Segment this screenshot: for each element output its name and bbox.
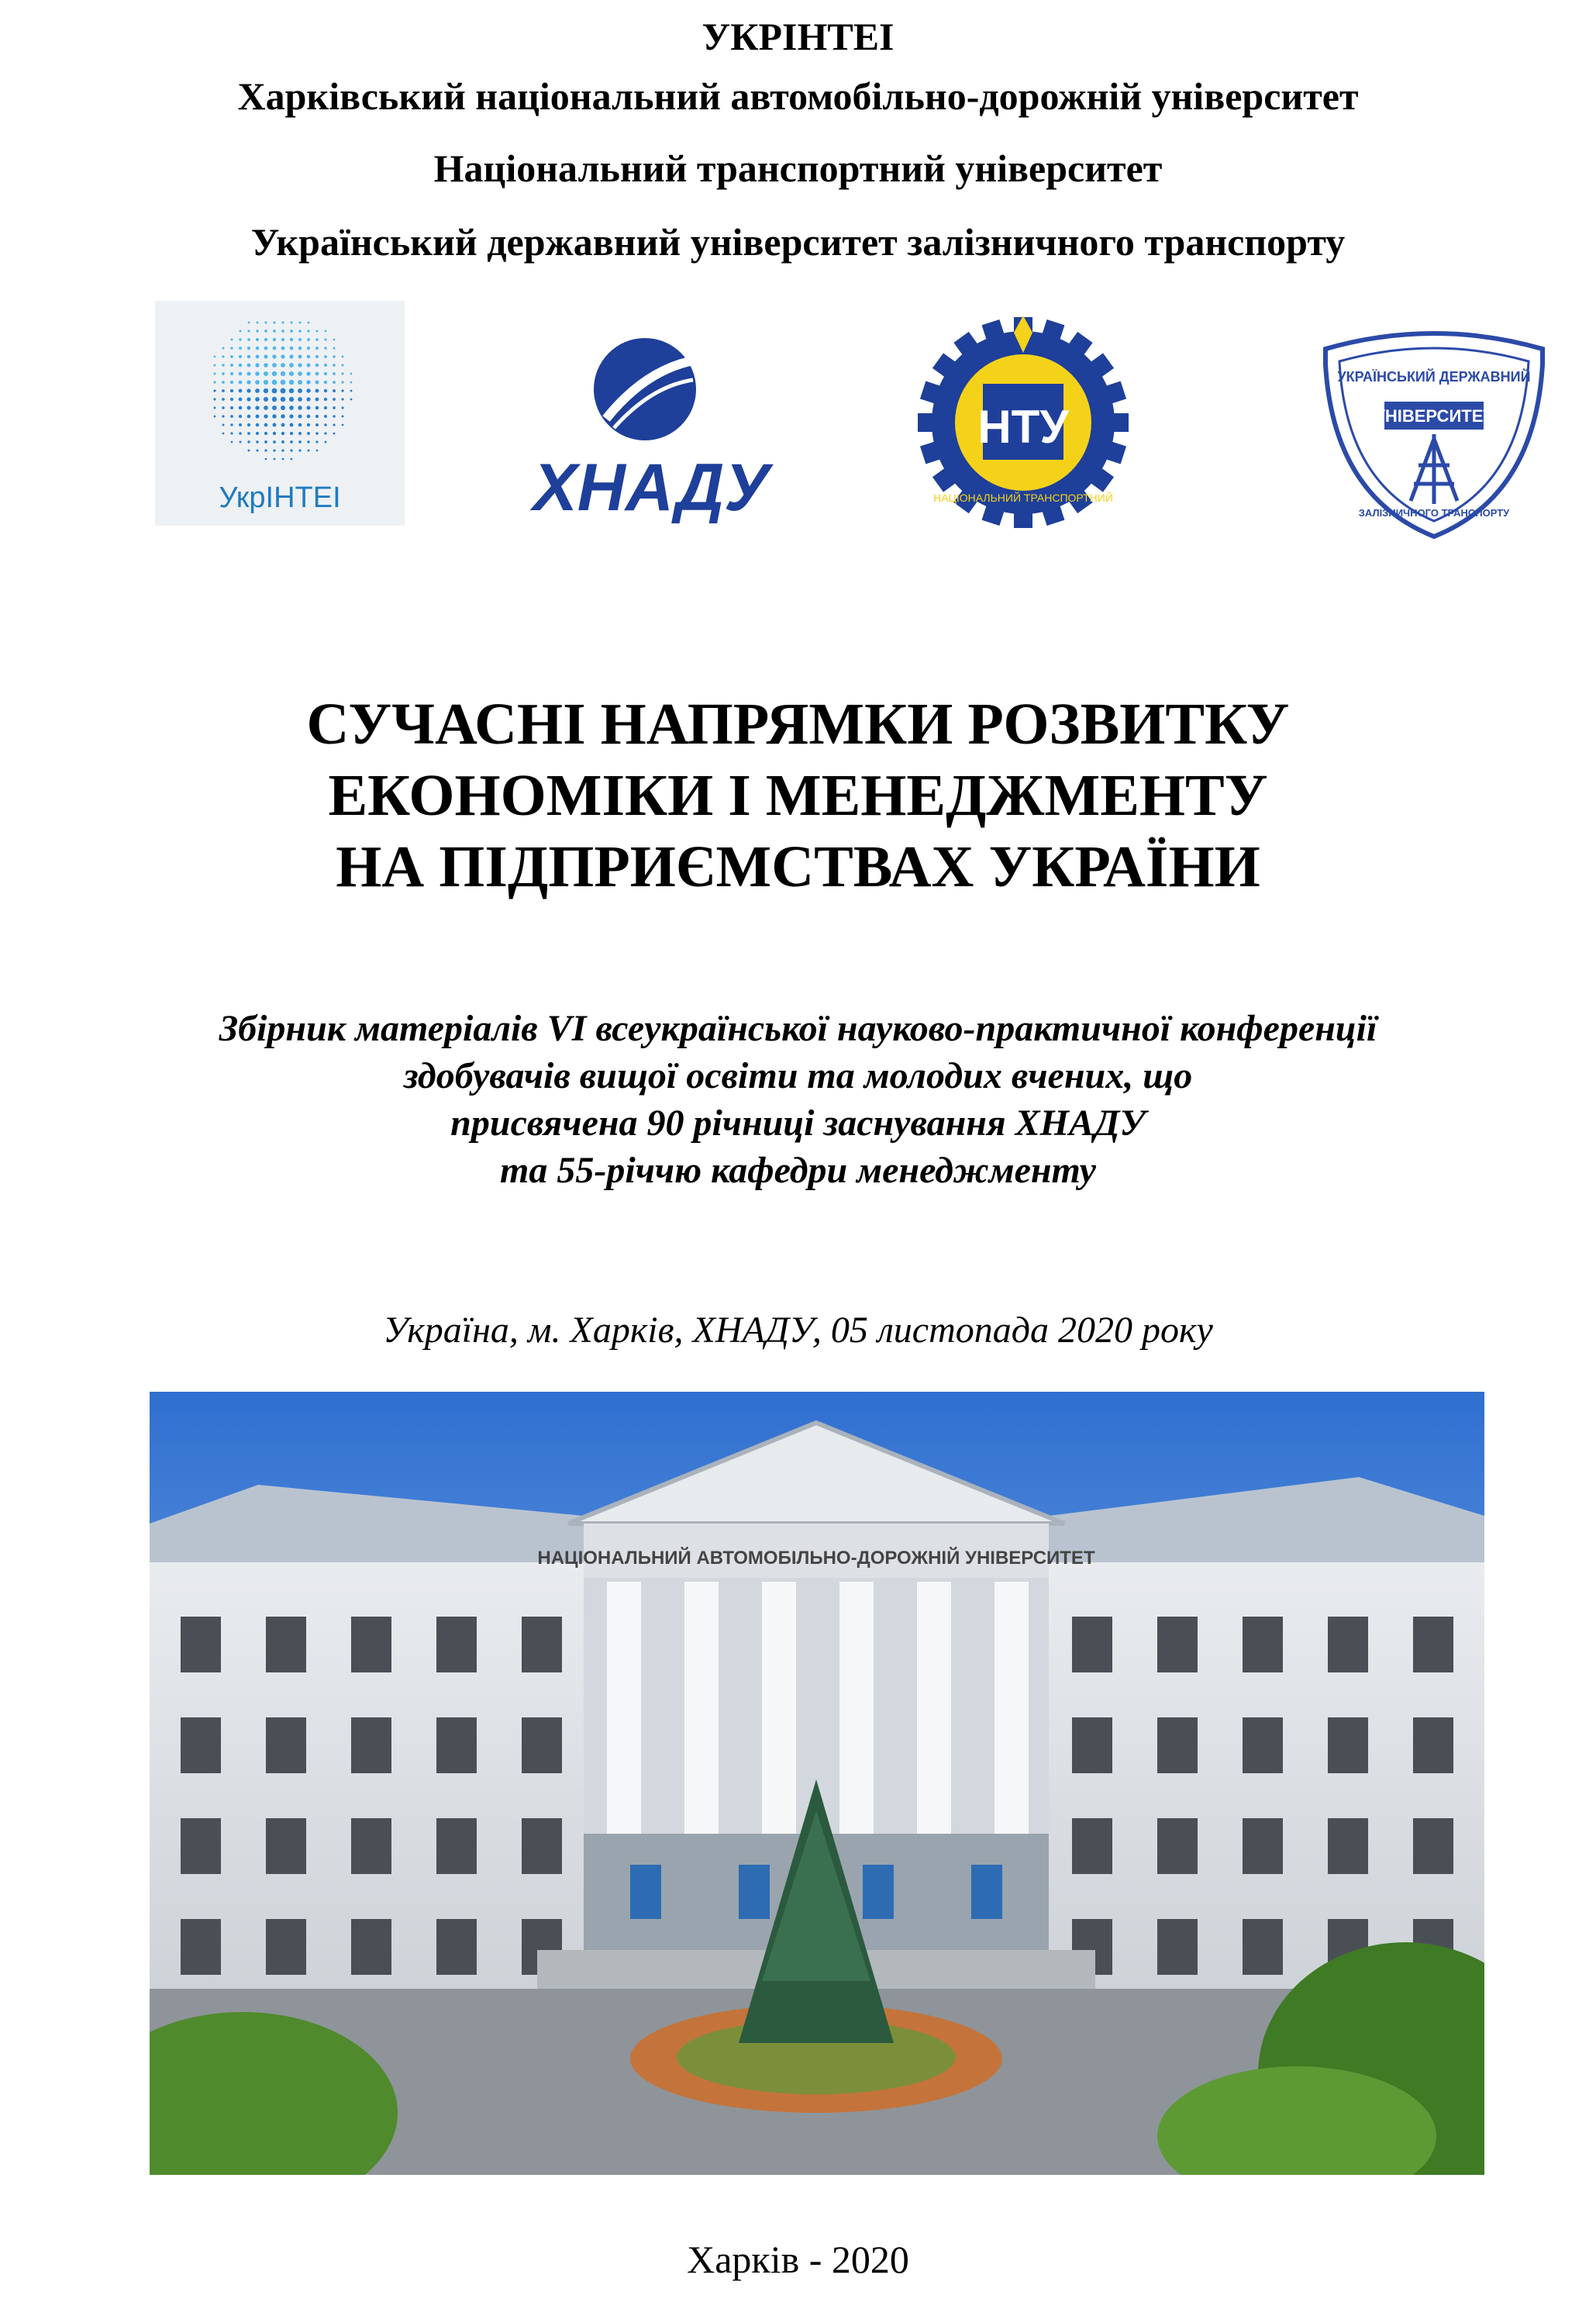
title-line-2: ЕКОНОМІКИ І МЕНЕДЖМЕНТУ <box>328 763 1268 828</box>
university-building-photo <box>150 1392 1484 2175</box>
publication-subtitle <box>0 1005 1596 1194</box>
header-khnadu: Харківський національний автомобільно-дорожній університет <box>237 74 1359 118</box>
udut-logo-top: УКРАЇНСЬКИЙ ДЕРЖАВНИЙ <box>1337 369 1531 385</box>
header-ntu: Національний транспортний університет <box>433 147 1163 190</box>
subtitle-line-3: присвячена 90 річниці заснування ХНАДУ <box>450 1103 1146 1144</box>
subtitle-line-4: та 55-річчю кафедри менеджменту <box>500 1150 1096 1191</box>
ukrintei-logo <box>155 301 405 526</box>
footer-city-year: Харків - 2020 <box>687 2238 909 2281</box>
ukrintei-logo-label: УкрІНТЕІ <box>219 481 341 514</box>
ntu-logo-label: НТУ <box>977 401 1069 453</box>
facade-inscription: НАЦІОНАЛЬНИЙ АВТОМОБІЛЬНО-ДОРОЖНІЙ УНІВЕРСИТЕТ <box>537 1548 1095 1569</box>
publication-title <box>0 689 1596 903</box>
udut-logo-bottom: ЗАЛІЗНИЧНОГО ТРАНСПОРТУ <box>1358 507 1510 519</box>
ntu-ring-text: НАЦІОНАЛЬНИЙ ТРАНСПОРТНИЙ <box>933 492 1113 504</box>
header-udut: Український державний університет залізничного транспорту <box>250 220 1346 264</box>
udut-logo <box>1310 318 1558 543</box>
khnadu-logo-label: ХНАДУ <box>533 450 770 525</box>
subtitle-line-1: Збірник матеріалів VI всеукраїнської науково-практичної конференції <box>219 1008 1377 1049</box>
title-line-1: СУЧАСНІ НАПРЯМКИ РОЗВИТКУ <box>306 692 1290 757</box>
header-ukrintei: УКРІНТЕІ <box>701 15 895 58</box>
udut-logo-middle: УНІВЕРСИТЕТ <box>1374 406 1494 426</box>
khnadu-logo <box>527 326 775 527</box>
title-line-3: НА ПІДПРИЄМСТВАХ УКРАЇНИ <box>336 834 1260 899</box>
ntu-logo <box>899 299 1147 531</box>
conference-place-date: Україна, м. Харків, ХНАДУ, 05 листопада 2020 року <box>383 1310 1213 1351</box>
subtitle-line-2: здобувачів вищої освіти та молодих вчених, що <box>403 1055 1193 1096</box>
